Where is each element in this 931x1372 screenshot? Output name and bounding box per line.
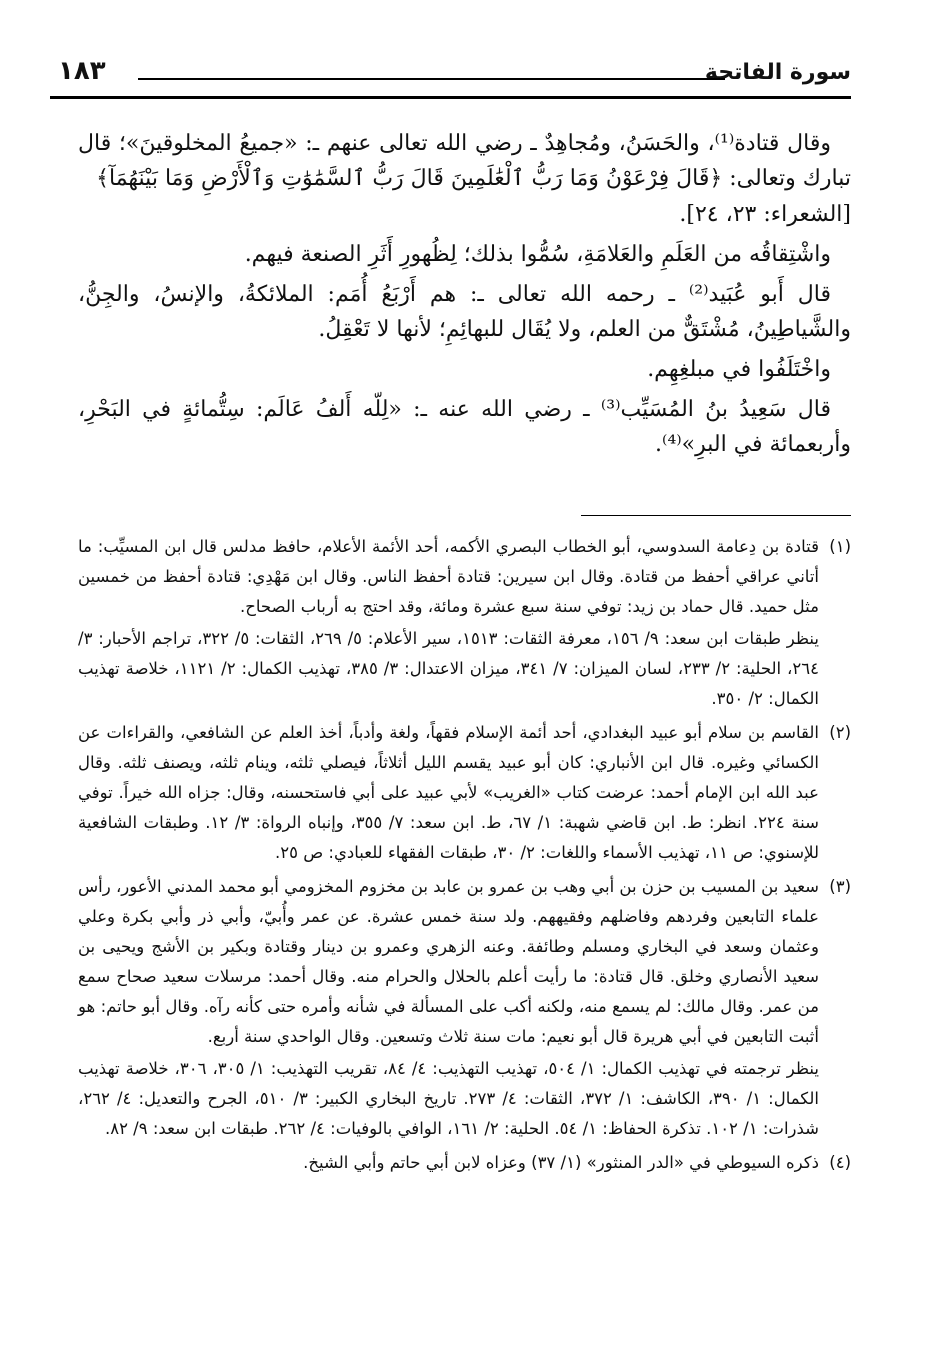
paragraph-1-text: وقال قتادة⁽¹⁾، والحَسَنُ، ومُجاهِدٌ ـ رضي الله تعالى عنهم ـ: «جميعُ المخلوقينَ»؛ قال تبارك وتعالى: ﴿قَالَ فِرْعَوْنُ وَمَا رَبُّ ٱلْعَٰلَمِينَ قَالَ رَبُّ ٱلسَّمَٰوَٰتِ وَٱلْأَرْضِ وَمَا بَيْنَهُمَآ﴾: [78, 131, 851, 191]
surah-title: سورة الفاتحة: [704, 60, 851, 85]
footnote-number: (٢): [829, 723, 851, 742]
footnote-number: (١): [829, 537, 851, 556]
footnote-text: ذكره السيوطي في «الدر المنثور» (١/ ٣٧) وعزاه لابن أبي حاتم وأبي الشيخ.: [303, 1153, 819, 1172]
paragraph-5: قال سَعِيدُ بنُ المُسَيِّب⁽³⁾ ـ رضي الله عنه ـ: «لِلّه أَلفُ عَالَم: سِتُّمائةٍ في البَحْرِ، وأربعمائة في البرِ»⁽⁴⁾.: [78, 397, 851, 457]
footnote-4: [78, 1148, 851, 1178]
header-rule: [138, 78, 725, 80]
footnote-sources: ينظر طبقات ابن سعد: ٩/ ١٥٦، معرفة الثقات: ١٥١٣، سير الأعلام: ٥/ ٢٦٩، الثقات: ٥/ ٣٢٢، تراجم الأحبار: ٣/ ٢٦٤، الحلية: ٢/ ٢٣٣، لسان الميزان: ٧/ ٣٤١، ميزان الاعتدال: ٣/ ٣٨٥، تهذيب الكمال: ٢/ ١١٢١، خلاصة تهذيب الكمال: ٢/ ٣٥٠.: [78, 629, 819, 708]
quran-reference: [الشعراء: ٢٣، ٢٤].: [679, 202, 851, 227]
page-number: ١٨٣: [58, 56, 106, 86]
footnote-text: سعيد بن المسيب بن حزن بن أبي وهب بن عمرو بن عابد بن مخزوم المخزومي أبو محمد المدني الأعور، رأس علماء التابعين وفردهم وفاضلهم وفقيههم. ولد سنة خمس عشرة. عن عمر وأُبيّ، وأبي ذر وأبي بكرة وعلي وعثمان وسعد في البخاري ومسلم وطائفة. وعنه الزهري وعمرو بن دينار وقتادة وبكير بن الأشج ويحيى بن سعيد الأنصاري وخلق. قال قتادة: ما رأيت أعلم بالحلال والحرام منه. وقال أحمد: مرسلات سعيد صحاح سمع من عمر. وقال مالك: لم يسمع منه، ولكنه أكب على المسألة في شأنه وأمره حتى كأنه رآه. وقال أبو حاتم: هو أثبت التابعين في أبي هريرة قال أبو نعيم: مات سنة ثلاث وتسعين. وقال الواحدي سنة أربع.: [78, 877, 819, 1046]
footnote-number: (٣): [829, 877, 851, 896]
footnote-sources: ينظر ترجمته في تهذيب الكمال: ١/ ٥٠٤، تهذيب التهذيب: ٤/ ٨٤، تقريب التهذيب: ١/ ٣٠٥، ٣٠٦، خلاصة تهذيب الكمال: ١/ ٣٩٠، الكاشف: ١/ ٣٧٢، الثقات: ٤/ ٢٧٣. تاريخ البخاري الكبير: ٣/ ٥١٠، الجرح والتعديل: ٤/ ٢٦٢، شذرات: ١/ ١٠٢. تذكرة الحفاظ: ١/ ٥٤. الحلية: ٢/ ١٦١، الوافي بالوفيات: ٤/ ٢٦٢. طبقات ابن سعد: ٩/ ٨٢.: [78, 1059, 820, 1138]
footnote-1: [78, 532, 851, 714]
header-underline: [50, 96, 851, 99]
paragraph-3: قال أَبو عُبَيد⁽²⁾ ـ رحمه الله تعالى ـ: هم أَرْبَعُ أُمَم: الملائكةُ، والإنسُ، والجِنُّ، والشَّياطِينُ، مُشْتَقٌّ من العلم، ولا يُقَال للبهائِمِ؛ لأنها لا تَعْقِلُ.: [78, 282, 851, 342]
main-text: [78, 126, 851, 467]
paragraph-4: واخْتَلَفُوا في مبلغِهِم.: [647, 357, 831, 382]
footnotes: [78, 532, 851, 1182]
footnote-text: القاسم بن سلام أبو عبيد البغدادي، أحد أئمة الإسلام فقهاً، ولغة وأدباً، أخذ العلم عن الشافعي، والقراءات عن الكسائي وغيره. قال ابن الأنباري: كان أبو عبيد يقسم الليل أثلاثاً، فيصلي ثلثه، وينام ثلثه، ويصنف ثلثه. وقال عبد الله ابن الإمام أحمد: عرضت كتاب «الغريب» لأبي عبيد على أبي فاستحسنه، وقال: جزاه الله خيراً. توفي سنة ٢٢٤. انظر: ط. ابن قاضي شهبة: ١/ ٦٧، ط. ابن سعد: ٧/ ٣٥٥، وإنباه الرواة: ٣/ ١٢. وطبقات الشافعية للإسنوي: ص ١١، تهذيب الأسماء واللغات: ٢/ ٣٠، طبقات الفقهاء للعبادي: ص ٢٥.: [78, 723, 819, 862]
footnote-separator: [581, 515, 851, 516]
paragraph-1: [78, 126, 851, 196]
footnote-2: [78, 718, 851, 868]
paragraph-2: واشْتِقاقُه من العَلَمِ والعَلامَةِ، سُمُّوا بذلك؛ لِظُهورِ أَثَرِ الصنعة فيهم.: [244, 242, 831, 267]
footnote-3: [78, 872, 851, 1144]
footnote-number: (٤): [829, 1153, 851, 1172]
footnote-text: قتادة بن دِعامة السدوسي، أبو الخطاب البصري الأكمه، أحد الأئمة الأعلام، حافظ مدلس قال ابن المسيِّب: ما أتاني عراقي أحفظ من قتادة. وقال ابن سيرين: قتادة أحفظ الناس. وقال ابن مَهْدِي: قتادة أحفظ من خمسين مثل حميد. قال حماد بن زيد: توفي سنة سبع عشرة ومائة، وقد احتج به أرباب الصحاح.: [78, 537, 819, 616]
page-header: [50, 58, 851, 94]
